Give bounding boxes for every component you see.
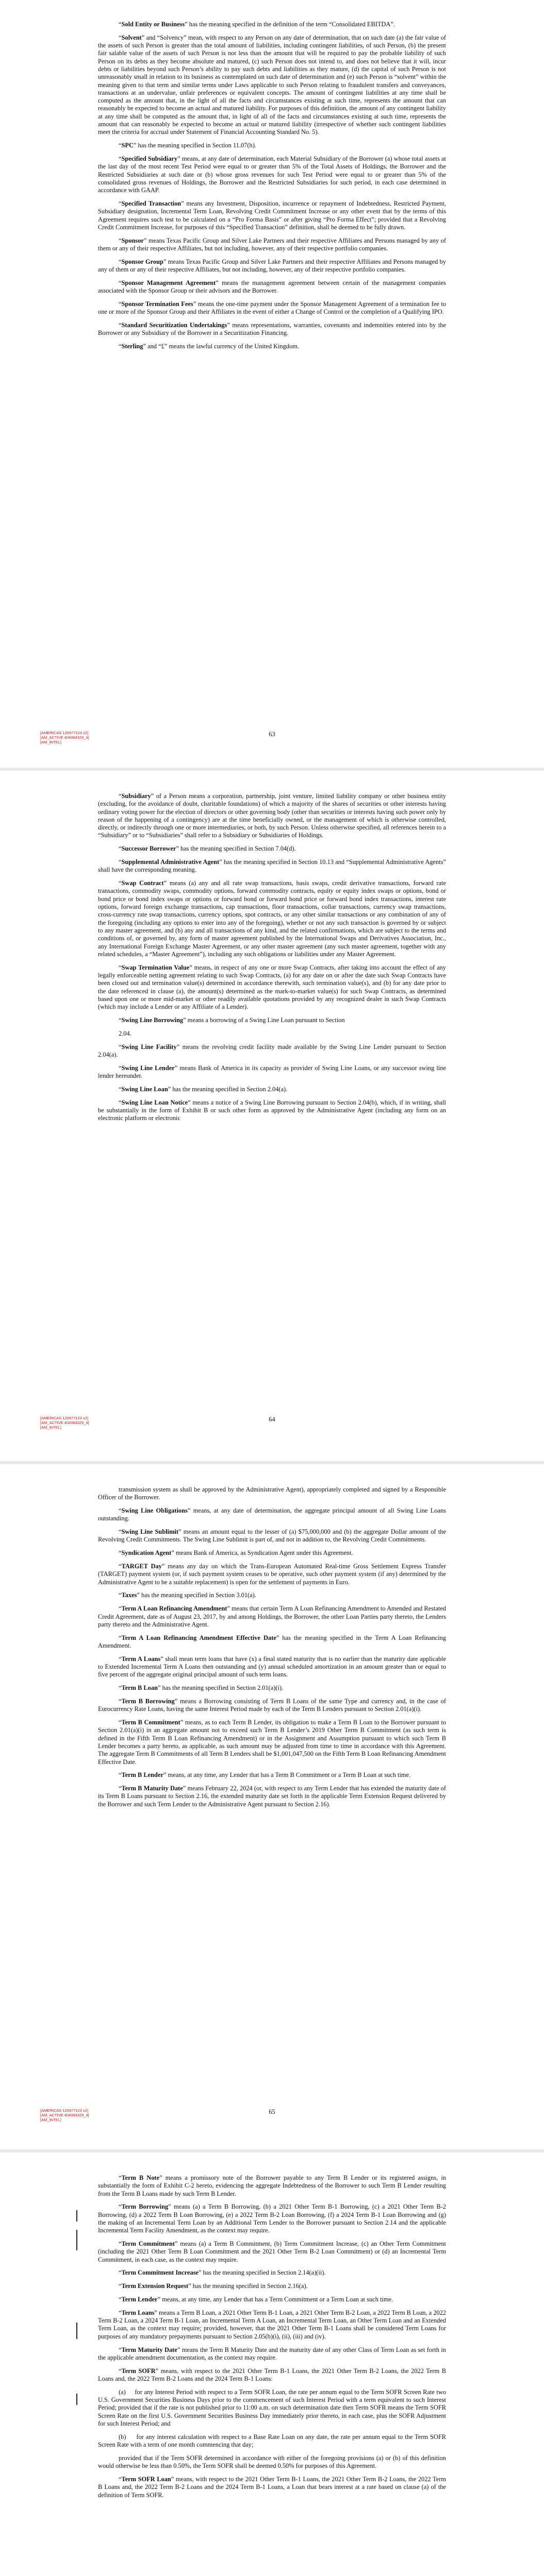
defined-term: Sponsor Management Agreement — [121, 279, 216, 286]
defined-term: Supplemental Administrative Agent — [121, 858, 220, 866]
footer-line-1: [AMERICAS 120977123 v2] — [40, 731, 88, 735]
defined-term: Sponsor Group — [121, 258, 163, 265]
defined-term: Term Commitment Increase — [121, 2269, 199, 2277]
defined-term: Taxes — [121, 1591, 137, 1599]
definition-paragraph: “Term Borrowing” means (a) a Term B Borrowing, (b) a 2021 Other Term B-1 Borrowing, (c) a 2021 Other Term B-2 Borrowing, (d) a 2022 Term B Loan Borrowing, (e) a 2022 Term B-2 Loan Borrowing, (f) a 2024 Term B-1 Loan Borrowing and (g) the making of an Incremental Term Loan by an Additional Term Lender to the Borrower pursuant to Section 2.14 and the applicable Incremental Term Facility Amendment, as the context may require. — [98, 2203, 446, 2234]
definition-paragraph: “Sponsor Termination Fees” means the one-time payment under the Sponsor Management Agreement of a termination fee to one or more of the Sponsor Group and their Affiliates in the event of either a Change of Control or the completion of a Qualifying IPO. — [98, 300, 446, 316]
definition-paragraph: “SPC” has the meaning specified in Section 11.07(h). — [119, 142, 256, 149]
defined-term: Successor Borrower — [121, 845, 176, 853]
definition-paragraph: “Solvent” and “Solvency” mean, with respect to any Person on any date of determination, that on such date (a) the fair value of the assets of such Person is greater than the total amount of liabilities, including contingent liabilities, of such Person, (b) the present fair salable value of the assets of such Person is not less than the amount that will be required to pay the probable liability of such Person on its debts as they become absolute and matured, (c) such Person does not intend to, and does not believe that it will, incur debts or liabilities beyond such Person’s ability to pay such debts and liabilities as they mature, (d) the capital of such Person is not unreasonably small in relation to its business as contemplated on such date of determination and (e) such Person is “solvent” within the meaning given to that term and similar terms under Laws applicable to such Person relating to fraudulent transfers and conveyances, transactions at an undervalue, unfair preferences or equivalent concepts. The amount of contingent liabilities at any time shall be computed as the amount that, in the light of all the facts and circumstances existing at such time, represents the amount that can reasonably be expected to become an actual and matured liability. For purposes of this definition, the amount of any contingent liability at any time shall be computed as the amount that, in light of all of the facts and circumstances existing at such time, represents the amount that can reasonably be expected to become an actual or matured liability (irrespective of whether such contingent liabilities meet the criteria for accrual under Statement of Financial Accounting Standard No. 5). — [98, 33, 446, 136]
definition-paragraph: “Swing Line Loan Notice” means a notice of a Swing Line Borrowing pursuant to Section 2.04(b), which, if in writing, shall be substantially in the form of Exhibit B or such other form as approved by the Administrative Agent (including any form on an electronic platform or electronic — [98, 1098, 446, 1122]
definition-text: means Bank of America, as Syndication Agent under this Agreement. — [174, 1549, 353, 1557]
defined-term: Term Loans — [121, 2309, 155, 2316]
defined-term: Term B Note — [121, 2174, 160, 2181]
definition-paragraph: “Subsidiary” of a Person means a corporation, partnership, joint venture, limited liability company or other business entity (excluding, for the avoidance of doubt, charitable foundations) of which a majority of the shares of securities or other interests having ordinary voting power for the election of directors or other governing body (other than securities or interests having such power only by reason of the happening of a contingency) are at the time beneficially owned, or the management of which is otherwise controlled, directly, or indirectly through one or more intermediaries, or both, by such Person. Unless otherwise specified, all references herein to a “Subsidiary” or to “Subsidiaries” shall refer to a Subsidiary or Subsidiaries of Holdings. — [98, 792, 446, 839]
definition-paragraph: “Term B Lender” means, at any time, any Lender that has a Term B Commitment or a Term B Loan at such time. — [119, 1771, 411, 1779]
defined-term: Sponsor Termination Fees — [121, 300, 193, 308]
definition-paragraph: “Term Lender” means, at any time, any Lender that has a Term Commitment or a Term Loan at such time. — [119, 2296, 393, 2303]
definition-paragraph: “Sponsor” means Texas Pacific Group and Silver Lake Partners and their respective Affiliates and Persons managed by any of them or any of their respective Affiliates, but not including, however, any of their respective portfolio companies. — [98, 236, 446, 252]
definition-text: means Texas Pacific Group and Silver Lake Partners and their respective Affiliates and Persons managed by any of them or any of their respective Affiliates, but not including, however, any of their respective portfolio companies. — [98, 258, 446, 274]
defined-term: Term A Loan Refinancing Amendment — [121, 1605, 227, 1613]
defined-term: Term A Loan Refinancing Amendment Effective Date — [121, 1634, 276, 1641]
definition-text: means a notice of a Swing Line Borrowing pursuant to Section 2.04(b), which, if in writing, shall be substantially in the form of Exhibit B or such other form as approved by the Administrative Agent (including any form on an electronic platform or electronic — [98, 1098, 446, 1122]
definition-text: means the management agreement between certain of the management companies associated with the Sponsor Group or their advisors and the Borrower. — [98, 279, 446, 295]
definition-text: means, at any time, any Lender that has a Term Commitment or a Term Loan at such time. — [160, 2296, 393, 2303]
definition-paragraph — [98, 1486, 446, 1502]
definition-text: means the Term B Maturity Date and the maturity date of any other Class of Term Loan as set forth in the applicable amendment documentation, as the context may require. — [98, 2346, 446, 2361]
definition-text: means (a) any and all rate swap transactions, basis swaps, credit derivative transactions, forward rate transactions, commodity swaps, commodity options, forward commodity contracts, equity or equity index swaps or options, bond or bond price or bond index swaps or options or forward bond or forward bond price or forward bond index transactions, interest rate options, forward foreign exchange transactions, cap transactions, floor transactions, collar transactions, currency swap transactions, cross-currency rate swap transactions, currency options, spot contracts, or any other similar transactions or any combination of any of the foregoing (including any options to enter into any of the foregoing), whether or not any such transaction is governed by or subject to any master agreement, and (b) any and all transactions of any kind, and the related confirmations, which are subject to the terms and conditions of, or governed by, any form of master agreement published by the International Swaps and Derivatives Association, Inc., any International Foreign Exchange Master Agreement, or any other master agreement (any such master agreement, together with any related schedules, a “Master Agreement”), including any such obligations or liabilities under any Master Agreement. — [98, 879, 446, 958]
definition-text: of a Person means a corporation, partnership, joint venture, limited liability company or other business entity (excluding, for the avoidance of doubt, charitable foundations) of which a majority of the shares of securities or other interests having ordinary voting power for the election of directors or other governing body (other than securities or interests having such power only by reason of the happening of a contingency) are at the time beneficially owned, or the management of which is otherwise controlled, directly, or indirectly through one or more intermediaries, or both, by such Person. Unless otherwise specified, all references herein to a “Subsidiary” or to “Subsidiaries” shall refer to a Subsidiary or Subsidiaries of Holdings. — [98, 792, 446, 839]
definition-paragraph: “Term Loans” means a Term B Loan, a 2021 Other Term B-1 Loan, a 2021 Other Term B-2 Loan, a 2022 Term B Loan, a 2022 Term B-2 Loan, a 2024 Term B-1 Loan, an Incremental Term A Loan, an Incremental Term Loan, an Other Term Loan and an Extended Term Loan, as the context may require; provided, however, that the 2021 Other Term B-1 Loans shall be considered Term Loans for purposes of any mandatory prepayments pursuant to Section 2.05(b)(i), (ii), (iii) and (iv). — [98, 2309, 446, 2340]
definition-paragraph: “Term B Borrowing” means a Borrowing consisting of Term B Loans of the same Type and currency and, in the case of Eurocurrency Rate Loans, having the same Interest Period made by each of the Term B Lenders pursuant to Section 2.01(a)(i). — [98, 1697, 446, 1713]
defined-term: Swing Line Loan — [121, 1085, 168, 1093]
defined-term: Term SOFR — [121, 2367, 156, 2375]
document-page-4 — [0, 2153, 544, 2576]
definition-text: means a borrowing of a Swing Line Loan pursuant to Section — [186, 1016, 345, 1024]
definition-text: means any day on which the Trans-European Automated Real-time Gross Settlement Express Transfer (TARGET) payment system (or, if such payment system ceases to be operative, such other payment system (if any) determined by the Administrative Agent to be a suitable replacement) is open for the settlement of payments in Euro. — [98, 1563, 446, 1586]
definition-paragraph: “Term A Loan Refinancing Amendment” means that certain Term A Loan Refinancing Amendment to Amended and Restated Credit Agreement, date as of August 23, 2017, by and among Holdings, the Borrower, the other Loan Parties party thereto, the Lenders party thereto and the Administrative Agent. — [98, 1605, 446, 1628]
definition-paragraph: “Swing Line Loan” has the meaning specified in Section 2.04(a). — [119, 1085, 288, 1093]
definition-text: has the meaning specified in the definition of the term “Consolidated EBITDA”. — [187, 21, 395, 28]
definition-paragraph — [98, 2454, 446, 2470]
definition-paragraph: “Term Commitment Increase” has the meaning specified in Section 2.14(a)(ii). — [119, 2269, 326, 2277]
definition-text: means Texas Pacific Group and Silver Lake Partners and their respective Affiliates and Persons managed by any of them or any of their respective Affiliates, but not including, however, any of their respective portfolio companies. — [98, 236, 446, 252]
defined-term: Term Extension Request — [121, 2282, 189, 2290]
defined-term: Swap Termination Value — [121, 963, 190, 971]
definition-paragraph: “Swing Line Lender” means Bank of America in its capacity as provider of Swing Line Loans, or any successor swing line lender hereunder. — [98, 1064, 446, 1079]
footer-line-3: [AM_INTEL] — [40, 1425, 61, 1430]
definition-paragraph — [98, 1030, 446, 1038]
definition-text: transmission system as shall be approved by the Administrative Agent), appropriately completed and signed by a Responsible Officer of the Borrower. — [98, 1486, 446, 1501]
definition-text: has the meaning specified in Section 3.01(a). — [139, 1591, 256, 1599]
definition-text: means, with respect to the 2021 Other Term B-1 Loans, the 2021 Other Term B-2 Loans, the 2022 Term B Loans and, the 2022 Term B-2 Loans and the 2024 Term B-1 Loans: — [98, 2367, 447, 2382]
definition-paragraph — [98, 2388, 446, 2428]
definition-text: means, in respect of any one or more Swap Contracts, after taking into account the effect of any legally enforceable netting agreement relating to such Swap Contracts, (a) for any date on or after the date such Swap Contracts have been closed out and termination value(s) determined in accordance therewith, such termination value(s), and (b) for any date prior to the date referenced in clause (a), the amount(s) determined as the mark-to-market value(s) for such Swap Contracts, as determined based upon one or more mid-market or other readily available quotations provided by any recognized dealer in such Swap Contracts (which may include a Lender or any Affiliate of a Lender). — [98, 963, 446, 1011]
definition-text: (b) for any interest calculation with respect to a Base Rate Loan on any date, the rate per annum equal to the Term SOFR Screen Rate with a term of one month commencing that day; — [98, 2433, 446, 2449]
definition-paragraph: “Term B Loan” has the meaning specified in Section 2.01(a)(i). — [119, 1684, 284, 1692]
defined-term: Sterling — [121, 343, 143, 350]
footer-line-2: [AM_ACTIVE 404064329_4] — [40, 1420, 89, 1425]
definition-paragraph: “Supplemental Administrative Agent” has the meaning specified in Section 10.13 and “Supplemental Administrative Agents” shall have the corresponding meaning. — [98, 858, 446, 874]
definition-paragraph: “Term A Loan Refinancing Amendment Effective Date” has the meaning specified in the Term A Loan Refinancing Amendment. — [98, 1634, 446, 1649]
page-number: 64 — [269, 1416, 275, 1423]
page-number: 63 — [269, 731, 275, 738]
definition-text: has the meaning specified in the Term A Loan Refinancing Amendment. — [98, 1634, 446, 1649]
definition-text: means February 22, 2024 (or, with respect to any Term Lender that has extended the maturity date of its Term B Loans pursuant to Section 2.16, the extended maturity date set forth in the applicable Term Extension Request delivered by the Borrower and such Term Lender to the Administrative Agent pursuant to Section 2.16). — [98, 1785, 446, 1808]
defined-term: Sponsor — [121, 236, 144, 244]
definition-paragraph: “Term Maturity Date” means the Term B Maturity Date and the maturity date of any other Class of Term Loan as set forth in the applicable amendment documentation, as the context may require. — [98, 2346, 446, 2361]
definition-paragraph: “Term B Commitment” means, as to each Term B Lender, its obligation to make a Term B Loan to the Borrower pursuant to Section 2.01(a)(i) in an aggregate amount not to exceed such Term B Lender’s 2019 Other Term B Commitment (as such term is defined in the Fifth Term B Loan Refinancing Amendment) or in the Assignment and Assumption pursuant to which such Term B Lender becomes a party hereto, as applicable, as such amount may be adjusted from time to time in accordance with this Agreement. The aggregate Term B Commitments of all Term B Lenders shall be $1,001,047,500 on the Fifth Term B Loan Refinancing Amendment Effective Date. — [98, 1719, 446, 1766]
document-page-1 — [0, 0, 544, 768]
definition-paragraph: “Term SOFR” means, with respect to the 2021 Other Term B-1 Loans, the 2021 Other Term B-2 Loans, the 2022 Term B Loans and, the 2022 Term B-2 Loans and the 2024 Term B-1 Loans: — [98, 2367, 447, 2382]
definition-text: (a) for any Interest Period with respect to a Term SOFR Loan, the rate per annum equal to the Term SOFR Screen Rate two U.S. Government Securities Business Days prior to the commencement of such Interest Period with a term equivalent to such Interest Period; provided that if the rate is not published prior to 11:00 a.m. on such determination date then Term SOFR means the Term SOFR Screen Rate on the first U.S. Government Securities Business Day immediately prior thereto, in each case, plus the SOFR Adjustment for such Interest Period; and — [98, 2388, 446, 2427]
definition-paragraph: “Taxes” has the meaning specified in Section 3.01(a). — [119, 1591, 256, 1599]
definition-paragraph: “Swing Line Obligations” means, at any date of determination, the aggregate principal amount of all Swing Line Loans outstanding. — [98, 1507, 446, 1522]
defined-term: TARGET Day — [121, 1563, 162, 1570]
definition-text: means, with respect to the 2021 Other Term B-1 Loans, the 2021 Other Term B-2 Loans, the 2022 Term B Loans and, the 2022 Term B-2 Loans and the 2024 Term B-1 Loans, a Loan that bears interest at a rate based on clause (a) of the definition of Term SOFR. — [98, 2475, 446, 2499]
definition-paragraph: “TARGET Day” means any day on which the Trans-European Automated Real-time Gross Settlement Express Transfer (TARGET) payment system (or, if such payment system ceases to be operative, such other payment system (if any) determined by the Administrative Agent to be a suitable replacement) is open for the settlement of payments in Euro. — [98, 1563, 446, 1586]
definition-text: has the meaning specified in Section 11.07(h). — [136, 142, 256, 149]
footer-line-1: [AMERICAS 120977123 v2] — [40, 2108, 88, 2113]
definition-text: means that certain Term A Loan Refinancing Amendment to Amended and Restated Credit Agreement, date as of August 23, 2017, by and among Holdings, the Borrower, the other Loan Parties party thereto, the Lenders party thereto and the Administrative Agent. — [98, 1605, 446, 1628]
document-page-3 — [0, 1464, 544, 2149]
footer-line-3: [AM_INTEL] — [40, 740, 61, 744]
definition-paragraph: “Sponsor Group” means Texas Pacific Group and Silver Lake Partners and their respective Affiliates and Persons managed by any of them or any of their respective Affiliates, but not including, however, any of their respective portfolio companies. — [98, 258, 446, 274]
page-1-body — [98, 21, 446, 356]
defined-term: Sold Entity or Business — [121, 21, 185, 28]
page-number: 65 — [269, 2108, 275, 2115]
definition-text: means, as to each Term B Lender, its obligation to make a Term B Loan to the Borrower pursuant to Section 2.01(a)(i) in an aggregate amount not to exceed such Term B Lender’s 2019 Other Term B Commitment (as such term is defined in the Fifth Term B Loan Refinancing Amendment) or in the Assignment and Assumption pursuant to which such Term B Lender becomes a party hereto, as applicable, as such amount may be adjusted from time to time in accordance with this Agreement. The aggregate Term B Commitments of all Term B Lenders shall be $1,001,047,500 on the Fifth Term B Loan Refinancing Amendment Effective Date. — [98, 1719, 446, 1766]
definition-paragraph: “Swing Line Sublimit” means an amount equal to the lesser of (a) $75,000,000 and (b) the aggregate Dollar amount of the Revolving Credit Commitments. The Swing Line Sublimit is part of, and not in addition to, the Revolving Credit Commitments. — [98, 1528, 446, 1544]
defined-term: Swing Line Loan Notice — [121, 1098, 188, 1106]
definition-text: has the meaning specified in Section 2.01(a)(i). — [160, 1684, 284, 1692]
defined-term: Term A Loans — [121, 1655, 161, 1663]
definition-text: shall mean term loans that have (x) a final stated maturity that is no earlier than the maturity date applicable to Extended Incremental Term A Loans then outstanding and (y) annual scheduled amortization in an amount greater than or equal to five percent of the aggregate original principal amount of such term loans. — [98, 1655, 446, 1679]
definition-paragraph: “Sold Entity or Business” has the meaning specified in the definition of the term “Consolidated EBITDA”. — [119, 21, 395, 28]
defined-term: Term Borrowing — [121, 2203, 169, 2211]
page-3-body — [98, 1486, 446, 1814]
defined-term: Subsidiary — [121, 792, 151, 800]
document-page-2 — [0, 771, 544, 1461]
defined-term: Term Commitment — [121, 2240, 175, 2248]
definition-paragraph: “Successor Borrower” has the meaning specified in Section 7.04(d). — [119, 845, 296, 853]
footer-line-1: [AMERICAS 120977123 v2] — [40, 1416, 88, 1420]
defined-term: Swing Line Facility — [121, 1043, 177, 1050]
change-bar — [76, 2210, 77, 2222]
definition-paragraph: “Standard Securitization Undertakings” means representations, warranties, covenants and indemnities entered into by the Borrower or any Subsidiary of the Borrower in a Securitization Financing. — [98, 321, 446, 337]
definition-paragraph: “Swap Termination Value” means, in respect of any one or more Swap Contracts, after taking into account the effect of any legally enforceable netting agreement relating to such Swap Contracts, (a) for any date on or after the date such Swap Contracts have been closed out and termination value(s) determined in accordance therewith, such termination value(s), and (b) for any date prior to the date referenced in clause (a), the amount(s) determined as the mark-to-market value(s) for such Swap Contracts, as determined based upon one or more mid-market or other readily available quotations provided by any recognized dealer in such Swap Contracts (which may include a Lender or any Affiliate of a Lender). — [98, 963, 446, 1011]
definition-text: has the meaning specified in Section 7.04(d). — [178, 845, 296, 853]
definition-text: means (a) a Term B Commitment, (b) Term Commitment Increase, (c) an Other Term Commitment (including the 2021 Other Term B Loan Commitment and the 2021 Other Term B-2 Loan Commitment) or (d) an Incremental Term Commitment, in each case, as the context may require. — [98, 2240, 446, 2263]
definition-paragraph: “Swing Line Borrowing” means a borrowing of a Swing Line Loan pursuant to Section — [119, 1016, 345, 1024]
definition-text: means a Borrowing consisting of Term B Loans of the same Type and currency and, in the case of Eurocurrency Rate Loans, having the same Interest Period made by each of the Term B Lenders pursuant to Section 2.01(a)(i). — [98, 1697, 446, 1713]
defined-term: Solvent — [121, 33, 142, 41]
definition-text: means Bank of America in its capacity as provider of Swing Line Loans, or any successor swing line lender hereunder. — [98, 1064, 446, 1079]
definition-text: means representations, warranties, covenants and indemnities entered into by the Borrower or any Subsidiary of the Borrower in a Securitization Financing. — [98, 321, 446, 337]
definition-text: and “£” means the lawful currency of the United Kingdom. — [146, 343, 299, 350]
defined-term: Specified Subsidiary — [121, 155, 178, 162]
definition-text: means, at any date of determination, each Material Subsidiary of the Borrower (a) whose total assets at the last day of the most recent Test Period were equal to or greater than 5% of the Total Assets of Holdings, the Borrower and the Restricted Subsidiaries at such date or (b) whose gross revenues for such Test Period were equal to or greater than 5% of the consolidated gross revenues of Holdings, the Borrower and the Restricted Subsidiaries for such period, in each case determined in accordance with GAAP. — [98, 155, 446, 194]
definition-text: 2.04. — [119, 1029, 131, 1037]
definition-paragraph: “Sterling” and “£” means the lawful currency of the United Kingdom. — [119, 343, 299, 350]
definition-text: has the meaning specified in Section 2.16(a). — [191, 2282, 308, 2290]
definition-paragraph: “Term B Note” means a promissory note of the Borrower payable to any Term B Lender or its registered assigns, in substantially the form of Exhibit C-2 hereto, evidencing the aggregate Indebtedness of the Borrower to such Term B Lender resulting from the Term B Loans made by such Term B Lender. — [98, 2174, 446, 2197]
page-4-body — [98, 2174, 446, 2504]
change-bar — [76, 2394, 77, 2405]
definition-text: provided that if the Term SOFR determined in accordance with either of the foregoing provisions (a) or (b) of this definition would otherwise be less than 0.50%, the Term SOFR shall be deemed 0.50% for purposes of this Agreement. — [98, 2454, 446, 2470]
definition-paragraph: “Swap Contract” means (a) any and all rate swap transactions, basis swaps, credit derivative transactions, forward rate transactions, commodity swaps, commodity options, forward commodity contracts, equity or equity index swaps or options, bond or bond price or bond index swaps or options or forward bond or forward bond price or forward bond index transactions, interest rate options, forward foreign exchange transactions, cap transactions, floor transactions, collar transactions, currency swap transactions, cross-currency rate swap transactions, currency options, spot contracts, or any other similar transactions or any combination of any of the foregoing (including any options to enter into any of the foregoing), whether or not any such transaction is governed by or subject to any master agreement, and (b) any and all transactions of any kind, and the related confirmations, which are subject to the terms and conditions of, or governed by, any form of master agreement published by the International Swaps and Derivatives Association, Inc., any International Foreign Exchange Master Agreement, or any other master agreement (any such master agreement, together with any related schedules, a “Master Agreement”), including any such obligations or liabilities under any Master Agreement. — [98, 879, 446, 958]
definition-paragraph: “Term Commitment” means (a) a Term B Commitment, (b) Term Commitment Increase, (c) an Other Term Commitment (including the 2021 Other Term B Loan Commitment and the 2021 Other Term B-2 Loan Commitment) or (d) an Incremental Term Commitment, in each case, as the context may require. — [98, 2240, 446, 2263]
defined-term: Term SOFR Loan — [121, 2475, 171, 2483]
definition-paragraph: “Syndication Agent” means Bank of America, as Syndication Agent under this Agreement. — [119, 1549, 353, 1557]
defined-term: SPC — [121, 142, 134, 149]
change-bar — [76, 2323, 77, 2339]
defined-term: Term B Lender — [121, 1771, 163, 1779]
definition-paragraph: “Term A Loans” shall mean term loans that have (x) a final stated maturity that is no earlier than the maturity date applicable to Extended Incremental Term A Loans then outstanding and (y) annual scheduled amortization in an amount greater than or equal to five percent of the aggregate original principal amount of such term loans. — [98, 1655, 446, 1679]
change-bar — [76, 2230, 77, 2250]
definition-paragraph — [98, 2433, 446, 2449]
defined-term: Term Maturity Date — [121, 2346, 177, 2353]
definition-text: means (a) a Term B Borrowing, (b) a 2021 Other Term B-1 Borrowing, (c) a 2021 Other Term B-2 Borrowing, (d) a 2022 Term B Loan Borrowing, (e) a 2022 Term B-2 Loan Borrowing, (f) a 2024 Term B-1 Loan Borrowing and (g) the making of an Incremental Term Loan by an Additional Term Lender to the Borrower pursuant to Section 2.14 and the applicable Incremental Term Facility Amendment, as the context may require. — [98, 2203, 446, 2234]
definition-text: means a promissory note of the Borrower payable to any Term B Lender or its registered assigns, in substantially the form of Exhibit C-2 hereto, evidencing the aggregate Indebtedness of the Borrower to such Term B Lender resulting from the Term B Loans made by such Term B Lender. — [98, 2174, 446, 2197]
defined-term: Term B Borrowing — [121, 1697, 175, 1705]
footer-line-2: [AM_ACTIVE 404064329_4] — [40, 735, 89, 740]
definition-paragraph: “Sponsor Management Agreement” means the management agreement between certain of the management companies associated with the Sponsor Group or their advisors and the Borrower. — [98, 279, 446, 295]
definition-text: has the meaning specified in Section 2.04(a). — [171, 1085, 288, 1093]
footer-line-2: [AM_ACTIVE 404064329_4] — [40, 2113, 89, 2117]
definition-text: means a Term B Loan, a 2021 Other Term B-1 Loan, a 2021 Other Term B-2 Loan, a 2022 Term B Loan, a 2022 Term B-2 Loan, a 2024 Term B-1 Loan, an Incremental Term A Loan, an Incremental Term Loan, an Other Term Loan and an Extended Term Loan, as the context may require; provided, however, that the 2021 Other Term B-1 Loans shall be considered Term Loans for purposes of any mandatory prepayments pursuant to Section 2.05(b)(i), (ii), (iii) and (iv). — [98, 2309, 446, 2340]
page-2-body — [98, 792, 446, 1128]
definition-text: means any Investment, Disposition, incurrence or repayment of Indebtedness, Restricted Payment, Subsidiary designation, Incremental Term Loan, Revolving Credit Commitment Increase or any other event that by the terms of this Agreement requires such test to be calculated on a “Pro Forma Basis” or after giving “Pro Forma Effect”; provided that a Revolving Credit Commitment Increase, for purposes of this “Specified Transaction” definition, shall be deemed to be fully drawn. — [98, 199, 446, 231]
defined-term: Swing Line Sublimit — [121, 1528, 178, 1536]
definition-text: means, at any date of determination, the aggregate principal amount of all Swing Line Loans outstanding. — [98, 1507, 446, 1522]
definition-paragraph: “Term Extension Request” has the meaning specified in Section 2.16(a). — [119, 2282, 308, 2290]
defined-term: Term Lender — [121, 2296, 158, 2303]
definition-text: means, at any time, any Lender that has a Term B Commitment or a Term B Loan at such time. — [166, 1771, 411, 1779]
definition-text: means an amount equal to the lesser of (a) $75,000,000 and (b) the aggregate Dollar amount of the Revolving Credit Commitments. The Swing Line Sublimit is part of, and not in addition to, the Revolving Credit Commitments. — [98, 1528, 446, 1544]
definition-text: has the meaning specified in Section 2.14(a)(ii). — [201, 2269, 326, 2277]
definition-paragraph: “Specified Subsidiary” means, at any date of determination, each Material Subsidiary of the Borrower (a) whose total assets at the last day of the most recent Test Period were equal to or greater than 5% of the Total Assets of Holdings, the Borrower and the Restricted Subsidiaries at such date or (b) whose gross revenues for such Test Period were equal to or greater than 5% of the consolidated gross revenues of Holdings, the Borrower and the Restricted Subsidiaries for such period, in each case determined in accordance with GAAP. — [98, 155, 446, 194]
definition-text: and “Solvency” mean, with respect to any Person on any date of determination, that on such date (a) the fair value of the assets of such Person is greater than the total amount of liabilities, including contingent liabilities, of such Person, (b) the present fair salable value of the assets of such Person is not less than the amount that will be required to pay the probable liability of such Person on its debts as they become absolute and matured, (c) such Person does not intend to, and does not believe that it will, incur debts or liabilities beyond such Person’s ability to pay such debts and liabilities as they mature, (d) the capital of such Person is not unreasonably small in relation to its business as contemplated on such date of determination and (e) such Person is “solvent” within the meaning given to that term and similar terms under Laws applicable to such Person relating to fraudulent transfers and conveyances, transactions at an undervalue, unfair preferences or equivalent concepts. The amount of contingent liabilities at any time shall be computed as the amount that, in the light of all the facts and circumstances existing at such time, represents the amount that can reasonably be expected to become an actual and matured liability. For purposes of this definition, the amount of any contingent liability at any time shall be computed as the amount that, in light of all of the facts and circumstances existing at such time, represents the amount that can reasonably be expected to become an actual or matured liability (irrespective of whether such contingent liabilities meet the criteria for accrual under Statement of Financial Accounting Standard No. 5). — [98, 33, 446, 136]
defined-term: Swing Line Obligations — [121, 1507, 188, 1515]
defined-term: Standard Securitization Undertakings — [121, 321, 227, 329]
defined-term: Swing Line Lender — [121, 1064, 175, 1072]
definition-text: means the revolving credit facility made available by the Swing Line Lender pursuant to Section 2.04(a). — [98, 1043, 447, 1058]
definition-paragraph: “Term SOFR Loan” means, with respect to the 2021 Other Term B-1 Loans, the 2021 Other Term B-2 Loans, the 2022 Term B Loans and, the 2022 Term B-2 Loans and the 2024 Term B-1 Loans, a Loan that bears interest at a rate based on clause (a) of the definition of Term SOFR. — [98, 2475, 446, 2499]
definition-paragraph: “Specified Transaction” means any Investment, Disposition, incurrence or repayment of Indebtedness, Restricted Payment, Subsidiary designation, Incremental Term Loan, Revolving Credit Commitment Increase or any other event that by the terms of this Agreement requires such test to be calculated on a “Pro Forma Basis” or after giving “Pro Forma Effect”; provided that a Revolving Credit Commitment Increase, for purposes of this “Specified Transaction” definition, shall be deemed to be fully drawn. — [98, 199, 446, 231]
definition-paragraph: “Swing Line Facility” means the revolving credit facility made available by the Swing Line Lender pursuant to Section 2.04(a). — [98, 1043, 447, 1058]
definition-paragraph: “Term B Maturity Date” means February 22, 2024 (or, with respect to any Term Lender that has extended the maturity date of its Term B Loans pursuant to Section 2.16, the extended maturity date set forth in the applicable Term Extension Request delivered by the Borrower and such Term Lender to the Administrative Agent pursuant to Section 2.16). — [98, 1785, 446, 1808]
defined-term: Swing Line Borrowing — [121, 1016, 184, 1024]
defined-term: Swap Contract — [121, 879, 164, 887]
defined-term: Term B Commitment — [121, 1719, 180, 1726]
defined-term: Term B Loan — [121, 1684, 158, 1692]
definition-text: means the one-time payment under the Sponsor Management Agreement of a termination fee to one or more of the Sponsor Group and their Affiliates in the event of either a Change of Control or the completion of a Qualifying IPO. — [98, 300, 446, 316]
defined-term: Syndication Agent — [121, 1549, 172, 1557]
defined-term: Specified Transaction — [121, 199, 182, 207]
definition-text: has the meaning specified in Section 10.13 and “Supplemental Administrative Agents” shall have the corresponding meaning. — [98, 858, 446, 874]
footer-line-3: [AM_INTEL] — [40, 2117, 61, 2122]
defined-term: Term B Maturity Date — [121, 1785, 183, 1792]
